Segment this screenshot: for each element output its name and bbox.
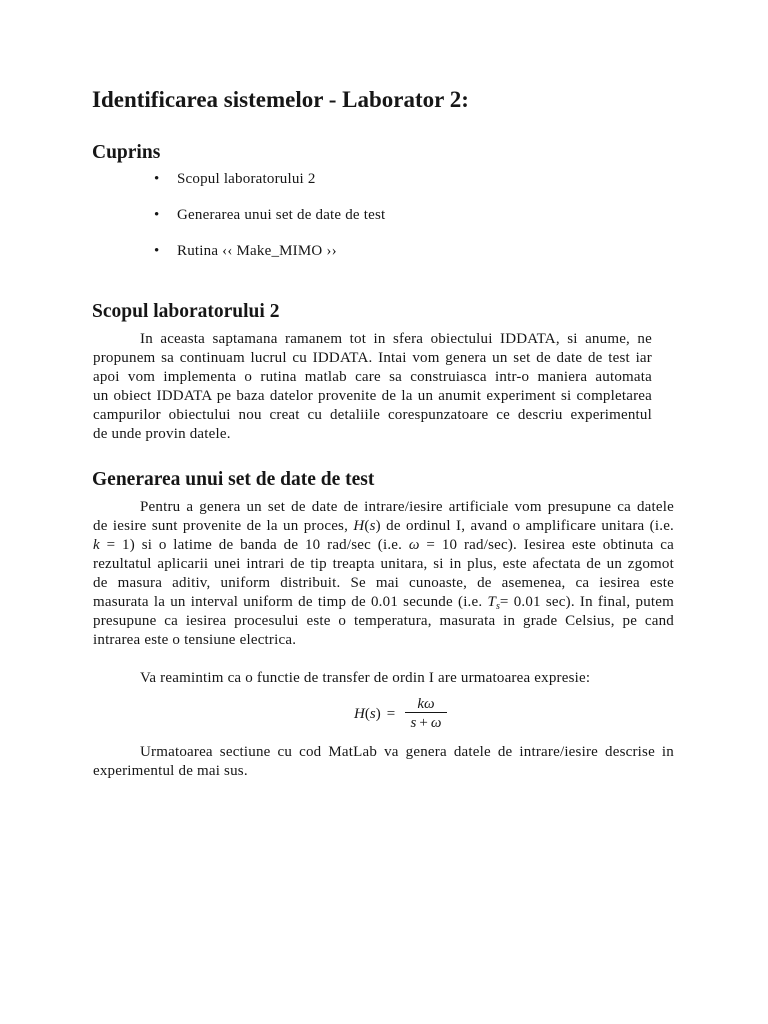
text-run: Pentru a genera un set de date de intrare/iesire artificiale vom presupune ca datele [140,499,674,515]
toc-item-label: Scopul laboratorului 2 [177,171,316,187]
toc-item-label: Generarea unui set de date de test [177,207,386,223]
test-data-paragraph [93,498,674,650]
toc-item [0,241,768,277]
fraction-denominator [405,713,447,731]
scope-paragraph [93,330,652,444]
text-run: rezultatul aplicarii unei intrari de tip treapta unitara, si in plus, este afectata de un zgomot [93,556,674,572]
math-paren: ) [375,518,381,534]
math-variable: ω [424,696,435,712]
text-run: de ordinul I, avand o amplificare unitara (i.e. [380,518,675,534]
text-run: de masura aditiv, uniform distribuit. Se mai cunoaste, de asemenea, ca iesirea este [93,575,674,591]
toc-item [0,169,768,205]
toc-heading: Cuprins [92,142,161,163]
math-paren: ( [364,518,370,534]
paragraph-line [93,574,674,593]
paragraph-line [93,517,674,536]
math-variable: H [353,518,365,534]
plus-sign: + [419,715,428,731]
text-run: = 10 rad/sec). Iesirea este obtinuta ca [419,537,674,553]
paragraph-line: un obiect IDDATA pe baza datelor provenite de la un anumit experiment si completarea [93,388,652,404]
math-variable: ω [430,715,442,731]
formula-fraction [405,696,447,731]
paragraph-line [93,555,674,574]
paragraph-line: de unde provin datele. [93,426,231,442]
toc-item [0,205,768,241]
paragraph-line: campurilor obiectului nou creat cu detaliile corespunzatoare ce descriu experimentul [93,407,652,423]
math-subscript: s [496,601,500,612]
document-title: Identificarea sistemelor - Laborator 2: [92,87,469,112]
paragraph-line [93,536,674,555]
math-paren: ( [364,706,370,722]
toc-item-label: Rutina ‹‹ Make_MIMO ›› [177,243,337,259]
math-paren: ) [375,706,381,722]
math-variable: k [93,537,100,553]
bullet-icon: • [154,243,160,259]
text-run: = 1) si o latime de banda de 10 rad/sec (i.e. [99,537,409,553]
bullet-icon: • [154,171,160,187]
paragraph-line: apoi vom implementa o rutina matlab care sa construiasca intr-o maniera automata [93,369,652,385]
text-run: intrarea este o tensiune electrica. [93,632,297,648]
math-variable: s [369,706,376,722]
math-variable: ω [408,537,420,553]
paragraph-line [93,593,674,612]
toc-list [0,169,768,277]
paragraph-line [93,498,674,517]
equals-sign: = [386,706,396,722]
paragraph-line: propunem sa continuam lucrul cu IDDATA. Intai vom genera un set de date de test iar [93,350,652,366]
bullet-icon: • [154,207,160,223]
paragraph-line: In aceasta saptamana ramanem tot in sfera obiectului IDDATA, si anume, ne [140,331,652,347]
reminder-text: Va reamintim ca o functie de transfer de ordin I are urmatoarea expresie: [140,670,591,686]
section-heading-test-data: Generarea unui set de date de test [92,469,375,490]
math-variable: s [410,715,417,731]
section-heading-scope: Scopul laboratorului 2 [92,301,280,322]
paragraph-line: experimentul de mai sus. [93,763,248,779]
formula-lhs [354,705,400,723]
math-variable: T [487,594,496,610]
math-variable: s [369,518,376,534]
text-run: = 0.01 sec). In final, putem [499,594,674,610]
math-variable: k [417,696,425,712]
outro-paragraph [93,743,674,781]
fraction-numerator [405,696,447,713]
paragraph-line [93,631,674,650]
math-variable: H [354,706,365,722]
text-run: masurata la un interval uniform de timp de 0.01 secunde (i.e. [93,594,488,610]
text-run: de iesire sunt provenite de la un proces, [93,518,354,534]
paragraph-line [93,612,674,631]
text-run: presupune ca iesirea procesului este o temperatura, masurata in grade Celsius, pe cand [93,613,674,629]
paragraph-line: Urmatoarea sectiune cu cod MatLab va genera datele de intrare/iesire descrise in [140,744,674,760]
